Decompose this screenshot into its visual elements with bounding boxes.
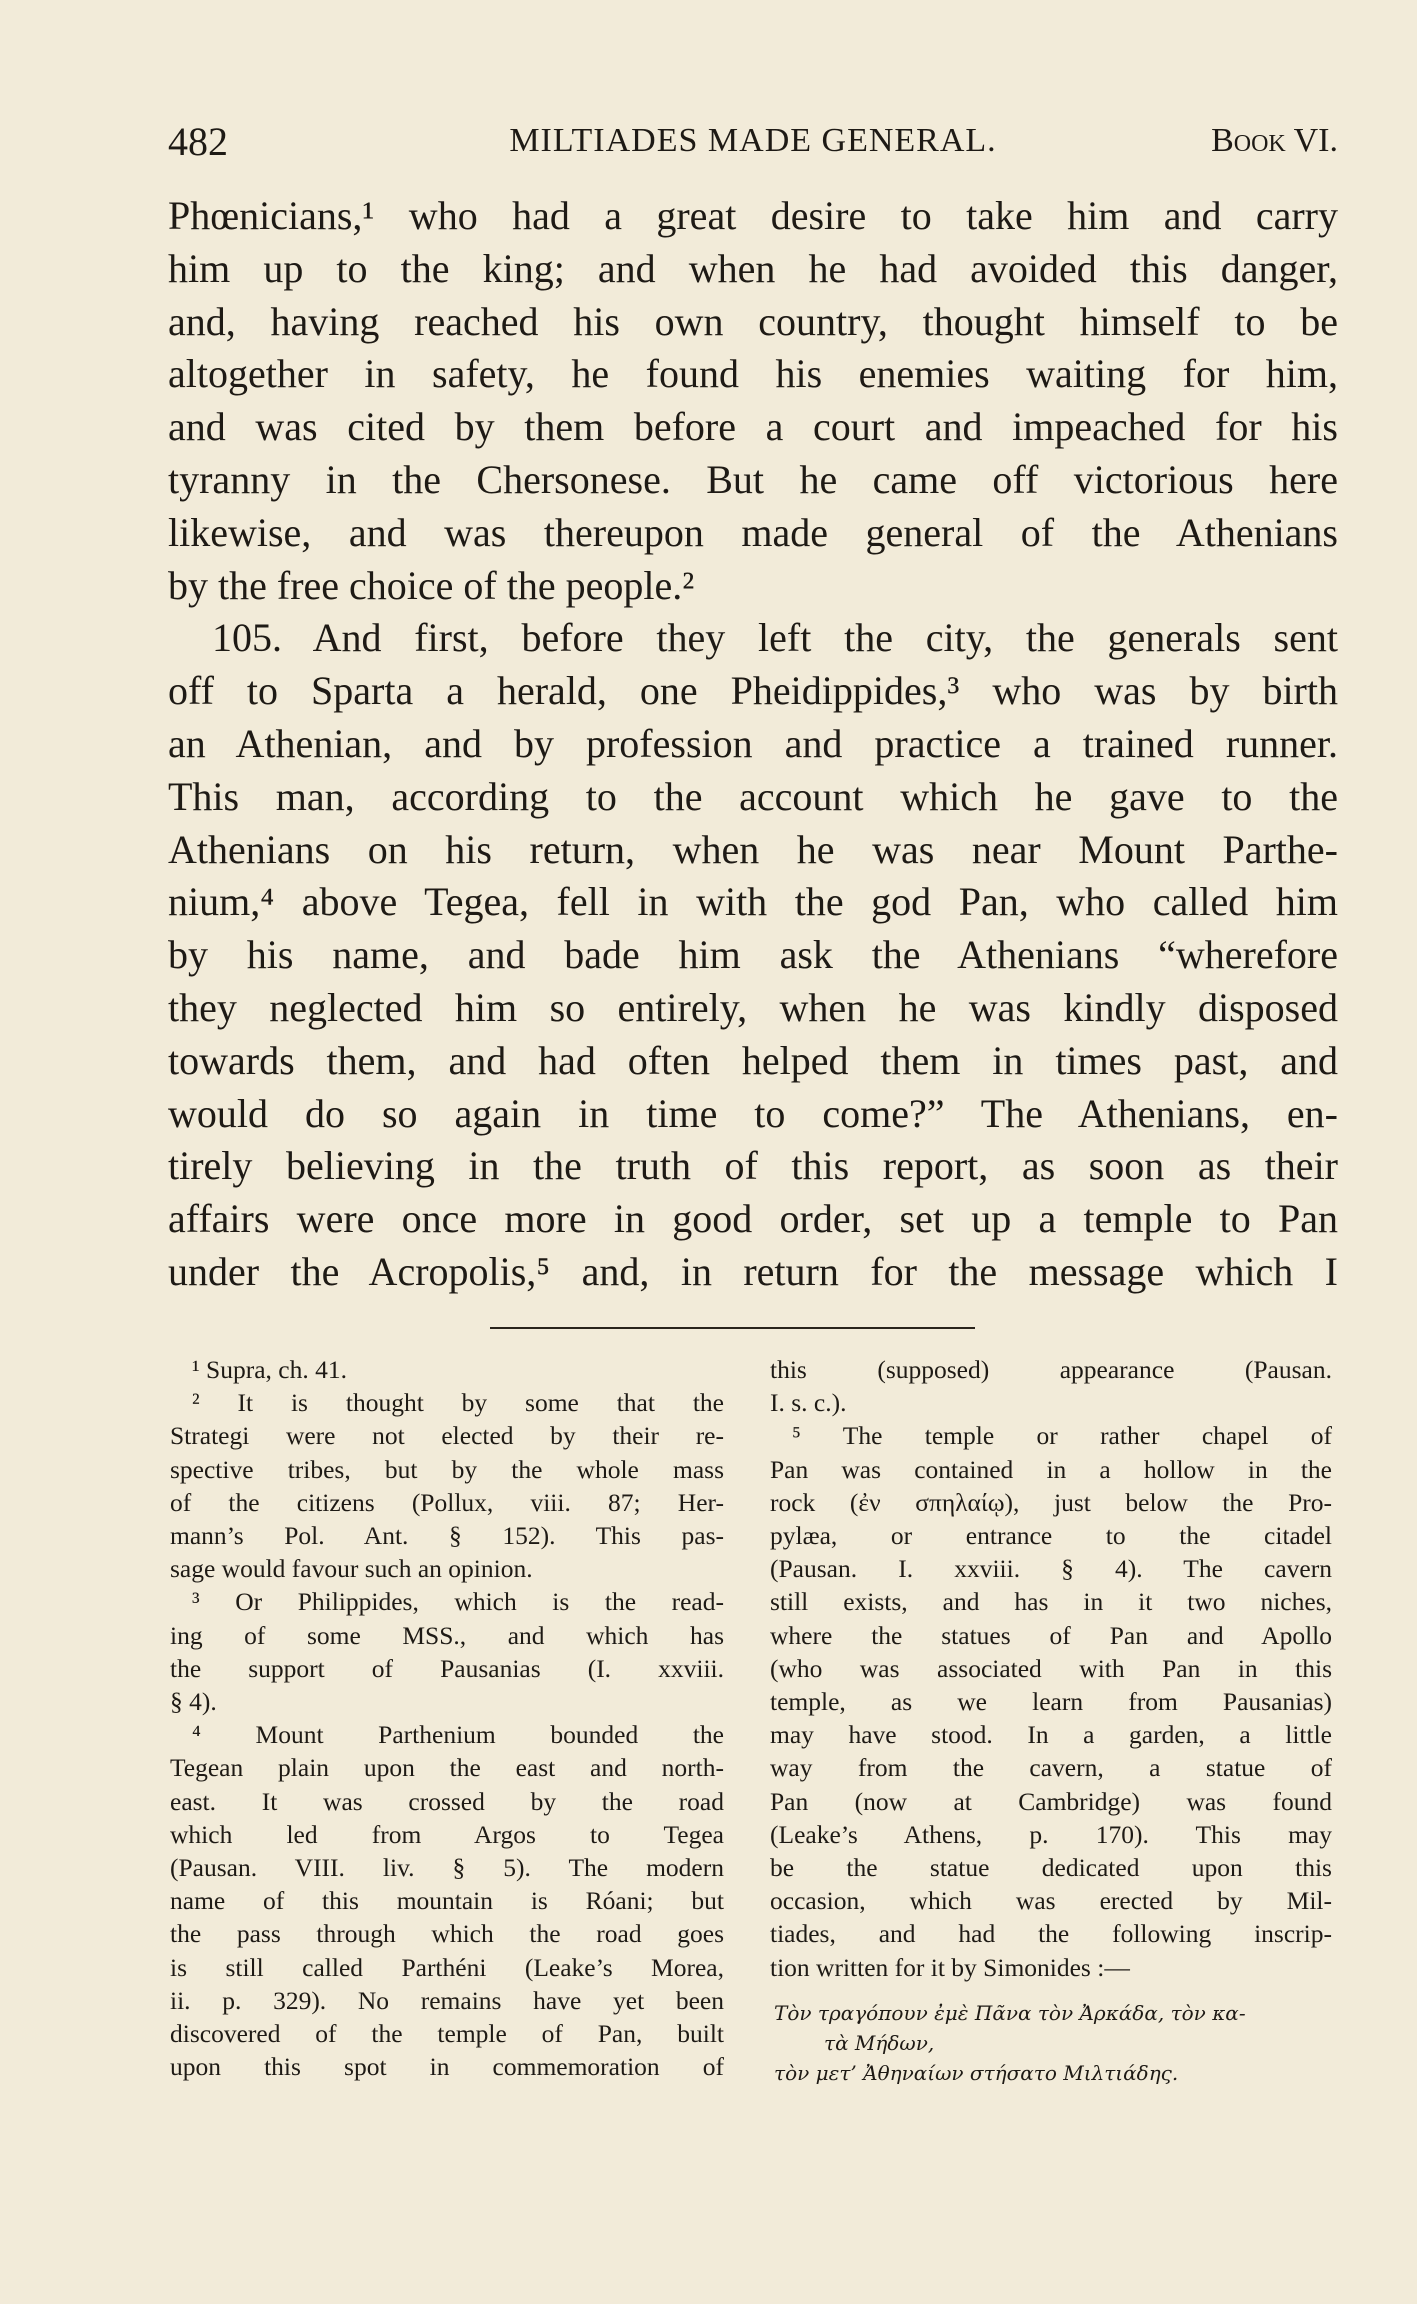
footnote-line: ⁵ The temple or rather chapel of — [792, 1421, 1332, 1451]
book-label: Book VI. — [1211, 122, 1338, 159]
footnote-line: still exists, and has in it two niches, — [770, 1587, 1332, 1617]
body-line: would do so again in time to come?” The Athenians, en- — [168, 1090, 1338, 1136]
footnote-line: rock (ἐν σπηλαίῳ), just below the Pro- — [770, 1487, 1332, 1517]
running-title: MILTIADES MADE GENERAL. — [509, 122, 997, 159]
footnote-line: I. s. c.). — [770, 1388, 847, 1418]
footnote-line: Pan (now at Cambridge) was found — [770, 1786, 1332, 1816]
footnotes-right-column — [770, 1353, 1332, 2088]
body-line: and was cited by them before a court and impeached for his — [168, 404, 1338, 450]
footnote-line: ² It is thought by some that the — [192, 1388, 724, 1418]
footnote-line: Pan was contained in a hollow in the — [770, 1454, 1332, 1484]
footnote-line: east. It was crossed by the road — [170, 1786, 724, 1816]
footnote-line: occasion, which was erected by Mil- — [770, 1886, 1332, 1916]
greek-inscription-line: τὰ Μήδων, — [824, 2030, 935, 2055]
footnote-divider — [490, 1327, 975, 1329]
footnote-line: is still called Parthéni (Leake’s Morea, — [170, 1952, 724, 1982]
footnote-line: ³ Or Philippides, which is the read- — [192, 1587, 724, 1617]
footnote-line: which led from Argos to Tegea — [170, 1819, 724, 1849]
footnote-line: pylæa, or entrance to the citadel — [770, 1521, 1332, 1551]
footnote-line: sage would favour such an opinion. — [170, 1554, 533, 1584]
footnote-line: (who was associated with Pan in this — [770, 1653, 1332, 1683]
body-line: by the free choice of the people.² — [168, 562, 695, 608]
body-line: affairs were once more in good order, set up a temple to Pan — [168, 1196, 1338, 1242]
footnote-line: may have stood. In a garden, a little — [770, 1720, 1332, 1750]
body-line: towards them, and had often helped them in times past, and — [168, 1037, 1338, 1083]
footnote-line: (Leake’s Athens, p. 170). This may — [770, 1819, 1332, 1849]
footnote-line: tion written for it by Simonides :— — [770, 1952, 1130, 1982]
footnote-line: upon this spot in commemoration of — [170, 2052, 724, 2082]
body-line: and, having reached his own country, thought himself to be — [168, 298, 1338, 344]
footnote-line: ⁴ Mount Parthenium bounded the — [192, 1720, 724, 1750]
footnote-line: Tegean plain upon the east and north- — [170, 1753, 724, 1783]
body-line: This man, according to the account which he gave to the — [168, 773, 1338, 819]
footnote-line: ii. p. 329). No remains have yet been — [170, 1985, 724, 2015]
footnote-line: the support of Pausanias (I. xxviii. — [170, 1653, 724, 1683]
body-line: Athenians on his return, when he was near Mount Parthe- — [168, 826, 1338, 872]
page-header — [168, 118, 1338, 168]
footnote-line: discovered of the temple of Pan, built — [170, 2019, 724, 2049]
greek-inscription-line: Τὸν τραγόπουν ἐμὲ Πᾶνα τὸν Ἀρκάδα, τὸν κα- — [774, 2000, 1246, 2025]
footnote-line: of the citizens (Pollux, viii. 87; Her- — [170, 1487, 724, 1517]
footnote-line: spective tribes, but by the whole mass — [170, 1454, 724, 1484]
section-105-start: 105. And first, before they left the city, the generals sent — [212, 615, 1338, 661]
page-number: 482 — [168, 119, 228, 164]
footnote-line: this (supposed) appearance (Pausan. — [770, 1355, 1332, 1384]
footnote-line: ing of some MSS., and which has — [170, 1620, 724, 1650]
footnotes-left-column — [170, 1353, 724, 2083]
footnote-line: § 4). — [170, 1687, 217, 1717]
footnote-line: ¹ Supra, ch. 41. — [192, 1355, 347, 1384]
footnote-line: Strategi were not elected by their re- — [170, 1421, 724, 1451]
body-line: altogether in safety, he found his enemies waiting for him, — [168, 351, 1338, 397]
greek-inscription-line: τὸν μετ’ Ἀθηναίων στήσατο Μιλτιάδης. — [774, 2060, 1179, 2085]
footnote-line: (Pausan. I. xxviii. § 4). The cavern — [770, 1554, 1332, 1584]
footnote-line: mann’s Pol. Ant. § 152). This pas- — [170, 1521, 724, 1551]
body-line: nium,⁴ above Tegea, fell in with the god Pan, who called him — [168, 879, 1338, 925]
body-line: tyranny in the Chersonese. But he came off victorious here — [168, 456, 1338, 502]
footnote-line: tiades, and had the following inscrip- — [770, 1919, 1332, 1949]
body-line: likewise, and was thereupon made general of the Athenians — [168, 509, 1338, 555]
body-line: tirely believing in the truth of this report, as soon as their — [168, 1143, 1338, 1189]
body-line: by his name, and bade him ask the Athenians “wherefore — [168, 932, 1338, 978]
body-line: they neglected him so entirely, when he was kindly disposed — [168, 984, 1338, 1030]
body-line: under the Acropolis,⁵ and, in return for the message which I — [168, 1248, 1338, 1294]
footnote-line: name of this mountain is Róani; but — [170, 1886, 724, 1916]
footnote-line: temple, as we learn from Pausanias) — [770, 1687, 1332, 1717]
body-line: Phœnicians,¹ who had a great desire to take him and carry — [168, 193, 1338, 238]
footnote-line: (Pausan. VIII. liv. § 5). The modern — [170, 1853, 724, 1883]
body-line: off to Sparta a herald, one Pheidippides,³ who was by birth — [168, 668, 1338, 714]
footnote-line: where the statues of Pan and Apollo — [770, 1620, 1332, 1650]
footnote-line: the pass through which the road goes — [170, 1919, 724, 1949]
body-line: him up to the king; and when he had avoided this danger, — [168, 245, 1338, 291]
main-text — [168, 190, 1338, 1299]
body-line: an Athenian, and by profession and practice a trained runner. — [168, 720, 1338, 766]
footnote-line: be the statue dedicated upon this — [770, 1853, 1332, 1883]
footnote-line: way from the cavern, a statue of — [770, 1753, 1332, 1783]
